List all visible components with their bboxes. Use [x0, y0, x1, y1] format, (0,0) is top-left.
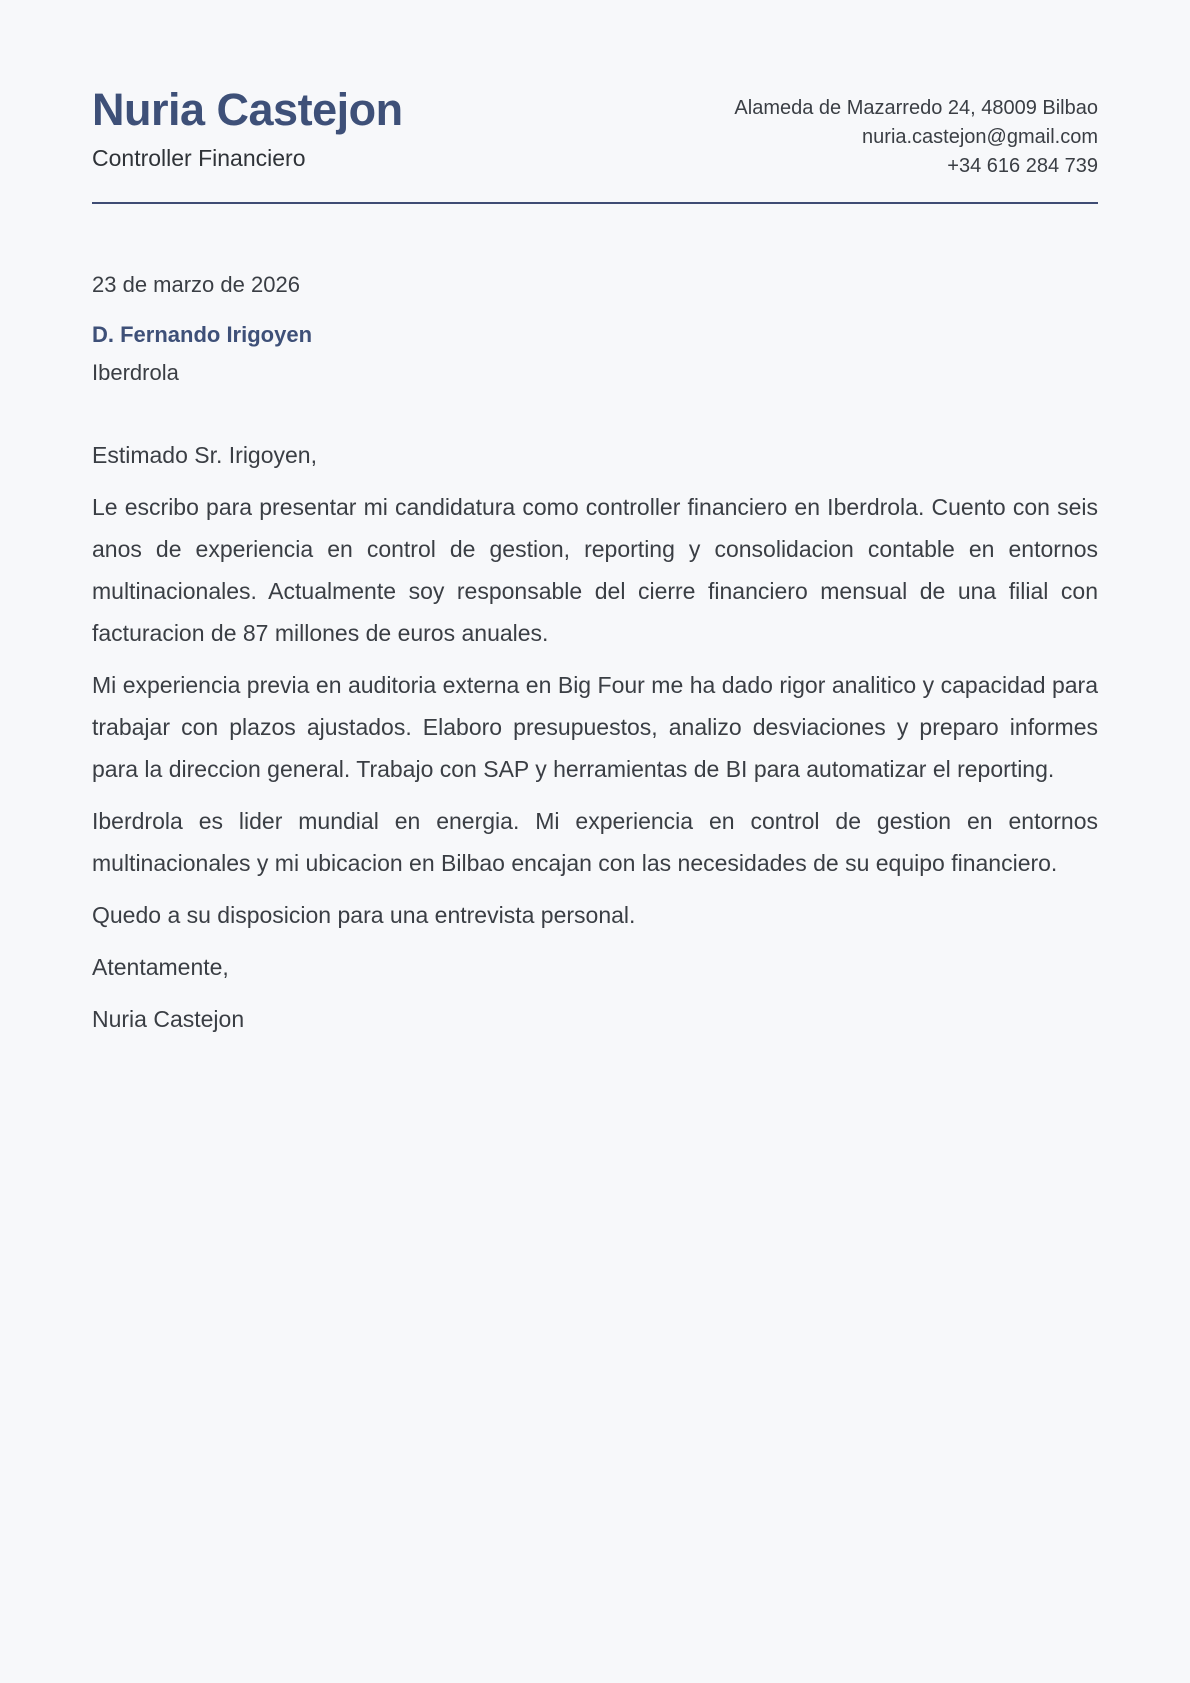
body-paragraph: Iberdrola es lider mundial en energia. Mi experiencia en control de gestion en entornos multinacionales y mi ubicacion en Bilbao encajan con las necesidades de su equipo financiero. — [92, 808, 1098, 876]
recipient-company: Iberdrola — [92, 360, 179, 385]
closing: Atentamente, — [92, 954, 229, 980]
candidate-job-title: Controller Financiero — [92, 145, 306, 171]
body-paragraph: Quedo a su disposicion para una entrevista personal. — [92, 902, 636, 928]
body-paragraph: Mi experiencia previa en auditoria externa en Big Four me ha dado rigor analitico y capacidad para trabajar con plazos ajustados. Elaboro presupuestos, analizo desviaciones y preparo informes para la direccion general. Trabajo con SAP y herramientas de BI para automatizar el reporting. — [92, 672, 1098, 782]
contact-info — [734, 84, 1098, 181]
contact-address: Alameda de Mazarredo 24, 48009 Bilbao — [734, 97, 1098, 119]
letter-header — [92, 84, 1098, 181]
signature: Nuria Castejon — [92, 1006, 245, 1032]
body-paragraph: Le escribo para presentar mi candidatura como controller financiero en Iberdrola. Cuento con seis anos de experiencia en control de gestion, reporting y consolidacion contable en entornos multinacionales. Actualmente soy responsable del cierre financiero mensual de una filial con facturacion de 87 millones de euros anuales. — [92, 494, 1098, 646]
letter-body — [92, 434, 1098, 1040]
letter-date: 23 de marzo de 2026 — [92, 272, 300, 297]
header-divider — [92, 202, 1098, 204]
contact-phone: +34 616 284 739 — [947, 155, 1098, 177]
salutation: Estimado Sr. Irigoyen, — [92, 442, 317, 468]
contact-email: nuria.castejon@gmail.com — [862, 126, 1098, 148]
recipient-name: D. Fernando Irigoyen — [92, 322, 313, 347]
candidate-name: Nuria Castejon — [92, 84, 403, 135]
candidate-identity — [92, 84, 403, 172]
